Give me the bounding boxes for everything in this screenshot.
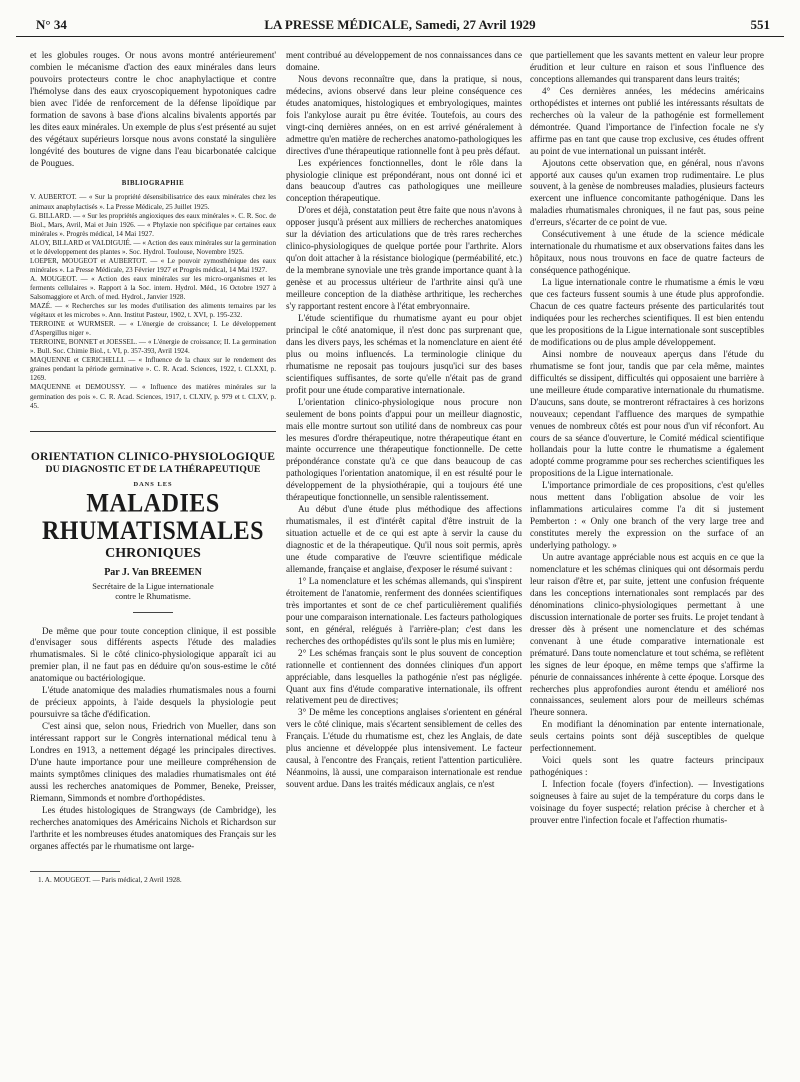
column-2	[286, 50, 522, 791]
section-divider	[30, 431, 276, 432]
paragraph: L'étude scientifique du rhumatisme ayant eu pour objet principal le côté anatomique, il n'est donc pas surprenant que, dans les divers pays, les schémas et la nomenclature en aient été plus ou moins influencés. La terminologie clinique du rhumatisme ne reposait pas toujours jusqu'ici sur des bases scientifiques suffisantes, de sorte qu'elle n'était pas de grand profit pour une étude comparative internationale.	[286, 312, 522, 395]
author-affiliation: Secrétaire de la Ligue internationale	[92, 581, 214, 591]
bibliography-entry: TERROINE, BONNET et JOESSEL. — « L'énergie de croissance; II. La germination ». Bull. Soc. Chimie Biol., t. VI, p. 357-393, Avril 1924.	[30, 338, 276, 356]
article-title-line: ORIENTATION CLINICO-PHYSIOLOGIQUE	[30, 450, 276, 463]
paragraph: que partiellement que les savants mettent en valeur leur propre érudition et leur culture en raison et sous l'influence des conceptions allemandes qui transparent dans leurs traités;	[530, 50, 764, 84]
page-header	[16, 14, 784, 37]
bibliography-entry: ALOY, BILLARD et VALDIGUIÉ. — « Action des eaux minérales sur la germination et le développement des plantes ». Soc. Hydrol. Toulouse, Novembre 1925.	[30, 238, 276, 256]
article-title-line: DU DIAGNOSTIC ET DE LA THÉRAPEUTIQUE	[45, 463, 261, 475]
bibliography-entry: A. MOUGEOT. — « Action des eaux minérales sur les micro-organismes et les ferments cellulaires ». Rapport à la Soc. intern. Hydrol. Méd., 16 Octobre 1927 à Salsomaggiore et Arch. of med. Hydrol., Janvier 1928.	[30, 274, 276, 301]
journal-title: LA PRESSE MÉDICALE, Samedi, 27 Avril 1929	[264, 17, 536, 32]
paragraph: D'ores et déjà, constatation peut être faite que nous n'avons à opposer jusqu'à présent aux milliers de recherches anatomiques sur la déviation des articulations que de très rares recherches clinico-physiologiques de quelque portée pour l'arthrite. Alors qu'on doit attacher à la résistance biologique (perméabilité, etc.) de la membrane synoviale une très grande importance quant à la genèse et au processus ultérieur de l'arthrite ainsi qu'à une meilleure conception de la diathèse arthritique, les recherches s'y rapportant restent encore à l'état embryonnaire.	[286, 205, 522, 312]
bibliography-entry: LOEPER, MOUGEOT et AUBERTOT. — « Le pouvoir zymosthénique des eaux minérales ». La Presse Médicale, 23 Février 1927 et Progrès médical, 14 Mai 1927.	[30, 256, 276, 274]
article-heading	[30, 450, 276, 613]
footnote: 1. A. MOUGEOT. — Paris médical, 2 Avril 1928.	[38, 875, 182, 884]
article-title-line: DANS LES	[133, 480, 173, 488]
heading-divider	[133, 612, 173, 613]
column-3	[530, 50, 764, 827]
issue-number: N° 34	[36, 17, 67, 32]
author-affiliation: contre le Rhumatisme.	[115, 592, 191, 602]
column-1	[30, 50, 276, 885]
page-number: 551	[750, 17, 770, 32]
paragraph: ment contribué au développement de nos connaissances dans ce domaine.	[286, 50, 522, 72]
paragraph: Ainsi nombre de nouveaux aperçus dans l'étude du rhumatisme se font jour, tandis que par cela même, maintes difficultés se dissipent, difficultés qui opposaient une barrière à une meilleure étude comparative internationale du rhumatisme. D'aucuns, sans doute, se montreront réfractaires à ces horizons nouveaux; cependant l'affluence des marques de sympathie venues de nombreux côtés est pour nous d'un vif réconfort. Au cours de sa séance d'ouverture, le Comité médical scientifique hollandais pour la lutte contre le rhumatisme a également adopté comme programme pour ses recherches scientifiques les propositions de la Ligue internationale.	[530, 348, 764, 479]
paragraph: Ajoutons cette observation que, en général, nous n'avons apporté aux causes qu'un examen trop rudimentaire. Le plus souvent, à la genèse de nombreuses maladies, plusieurs facteurs exercent une influence concomitante pathogénique. Dans les maladies rhumatismales chroniques, il ne faut pas, sous peine d'erreurs, s'écarter de ce point de vue.	[530, 157, 764, 228]
bibliography-entry: V. AUBERTOT. — « Sur la propriété désensibilisatrice des eaux minérales chez les animaux anaphylactisés ». La Presse Médicale, 25 Juillet 1925.	[30, 193, 276, 211]
bibliography-entry: MAQUENNE et DEMOUSSY. — « Influence des matières minérales sur la germination des pois ». C. R. Acad. Sciences, 1917, t. CLXIV, p. 979 et t. CLXV, p. 45.	[30, 383, 276, 410]
paragraph: De même que pour toute conception clinique, il est possible d'envisager sous différents aspects l'étude des maladies rhumatismales. Si le côté clinico-physiologique apparaît ici au premier plan, il ne faut pas en déduire qu'on sous-estime le côté anatomique ou bactériologique.	[30, 625, 276, 684]
bibliography-list	[30, 193, 276, 410]
footnote-divider	[30, 871, 120, 872]
bibliography-title: BIBLIOGRAPHIE	[121, 179, 185, 187]
paragraph: La ligue internationale contre le rhumatisme a émis le vœu que ces facteurs fussent soumis à une étude plus approfondie. Chacun de ces quatre facteurs présente des particularités tout indiquées pour les recherches scientifiques. Il est bien entendu que les propositions de la Ligue internationale sont susceptibles de modifications ou de plus ample développement.	[530, 277, 764, 347]
paragraph: L'orientation clinico-physiologique nous procure non seulement de bons points d'appui pour un meilleur diagnostic, mais elle montre surtout son utilité dans de nombreux cas pour les mesures d'ordre thérapeutique, notre thérapeutique étant en mainte occurrence une thérapeutique fonctionnelle. De cette prépondérance constate qu'à ce que dans beaucoup de cas pathologiques l'orientation anatomique, il en est résulté pour le développement de la physiothérapie, qui a toujours été une thérapeutique fonctionnelle, un sensible ralentissement.	[286, 396, 522, 503]
paragraph: L'importance primordiale de ces propositions, c'est qu'elles nous mettent dans l'obligation absolue de voir les inflammations articulaires comme l'a dit si justement Pemberton : « Only one branch of the very large tree and constitutes merely the expression on the surface of an underlying pathology. »	[530, 480, 764, 551]
paragraph: L'étude anatomique des maladies rhumatismales nous a fourni de précieux appoints, à l'aide desquels la physiologie peut poursuivre sa tâche d'édification.	[30, 685, 276, 720]
paragraph: 3° De même les conceptions anglaises s'orientent en général vers le côté clinique, mais s'écartent sensiblement de celles des Français. L'étude du rhumatisme est, chez les Anglais, de date plus ancienne et développée plus intensivement. Le facteur causal, à l'encontre des Français, retient l'attention particulière. Néanmoins, là aussi, une comparaison internationale est rendue souvent ardue. Dans les traités médicaux anglais, ce n'est	[286, 707, 522, 790]
bibliography-entry: MAZÉ. — « Recherches sur les modes d'utilisation des aliments ternaires par les végétaux et les microbes ». Ann. Institut Pasteur, 1902, t. XVI, p. 195-232.	[30, 302, 276, 320]
paragraph: C'est ainsi que, selon nous, Friedrich von Mueller, dans son intéressant rapport sur le Congrès international médical tenu à Londres en 1913, a nettement dégagé les principales directives. D'une haute importance pour une meilleure compréhension de maints symptômes cliniques des maladies rhumatismales ont été aussi les recherches anatomiques de Pommer, Beneke, Preisser, Riemann, Simmonds et nombre d'orthopédistes.	[30, 721, 276, 803]
paragraph: I. Infection focale (foyers d'infection). — Investigations soigneuses à faire au sujet de la température du corps dans le voisinage du foyer suspecté; relation précise à chercher et à prouver entre l'infection focale et l'affection rhumatis-	[530, 779, 764, 825]
bibliography-entry: MAQUENNE et CERICHELLI. — « Influence de la chaux sur le rendement des graines pendant la période germinative ». C. R. Acad. Sciences, 1922, t. CLXXI, p. 1269.	[30, 356, 276, 383]
paragraph: Les expériences fonctionnelles, dont le rôle dans la physiologie clinique est prépondérant, nous ont donné ici et dans beaucoup d'autres cas pathologiques une meilleure conception thérapeutique.	[286, 157, 522, 204]
paragraph: Nous devons reconnaître que, dans la pratique, si nous, médecins, avions observé dans leur pleine conséquence ces études anatomiques, histologiques et embryologiques, maintes fois l'ankylose aurait pu être évitée. Toutefois, au cours des vingt-cinq dernières années, on en est arrivé généralement à admettre qu'en matière de recherches anatomo-pathologiques les directives d'une thérapeutique rationnelle font à peu près défaut.	[286, 73, 522, 156]
paragraph: 2° Les schémas français sont le plus souvent de conception rationnelle et contiennent des données cliniques d'un apport appréciable, dans lesquelles la pathogénie n'est pas négligée. Quant aux fins d'étude comparative internationale, ils offrent relativement peu de directives;	[286, 647, 522, 706]
bibliography-entry: G. BILLARD. — « Sur les propriétés angioxiques des eaux minérales ». C. R. Soc. de Biol., Mars, Avril, Mai et Juin 1926. — « Phylaxie non spécifique par certaines eaux minérales ». Progrès médical, 14 Mai 1927.	[30, 211, 276, 238]
paragraph: 4° Ces dernières années, les médecins américains orthopédistes et internes ont publié les intéressants résultats de recherches où la valeur de la pathogénie est formellement démontrée. Quand l'importance de l'infection focale ne s'y affirme pas en tant que cause trop exclusive, ces études offrent au point de vue international un puissant intérêt.	[530, 85, 764, 156]
paragraph: 1° La nomenclature et les schémas allemands, qui s'inspirent étroitement de l'anatomie, renferment des données scientifiques très importantes et sont de ce chef particulièrement qualifiés pour une comparaison internationale. Les facteurs pathologiques sont, en général, relégués à l'arrière-plan; c'est dans les recherches des orthopédistes qu'ils sont le plus mis en lumière;	[286, 575, 522, 646]
paragraph: Au début d'une étude plus méthodique des affections rhumatismales, il est d'intérêt capital d'être instruit de la situation actuelle et de ce qui est apte à servir la cause du diagnostic et de la thérapeutique. Qu'il nous soit permis, après une étude comparative de l'œuvre scientifique médicale allemande, française et anglaise, d'exposer le résumé suivant :	[286, 504, 522, 574]
paragraph: En modifiant la dénomination par entente internationale, seuls certains points sont déjà susceptibles de quelque perfectionnement.	[530, 719, 764, 754]
article-main-title: MALADIES RHUMATISMALES	[41, 488, 265, 546]
paragraph: Voici quels sont les quatre facteurs principaux pathogéniques :	[530, 755, 764, 778]
article-title-line: CHRONIQUES	[105, 545, 201, 561]
paragraph: Un autre avantage appréciable nous est acquis en ce que la nomenclature et les schémas cliniques qui ont désormais perdu leur raison d'être et, par suite, jettent une confusion fréquente dans les conceptions internationales sont remplacés par des dénominations clinico-physiologiques permettant à une discussion internationale de porter ses fruits. Le projet tendant à dresser dès à présent une nomenclature et des schémas convenant à une étude comparative internationale est prématuré. Dans toute nomenclature et tout schéma, se reflètent les signes de leur époque, en même temps que s'affirme la pénurie de connaissances inhérente à cette époque. Lorsque des recherches plus approfondies auront étendu et amélioré nos connaissances, seulement alors pour de meilleurs schémas l'heure sonnera.	[530, 552, 764, 718]
paragraph: Consécutivement à une étude de la science médicale internationale du rhumatisme et aux observations faites dans les hôpitaux, nous nous trouvons en face de quatre facteurs de conséquence pathogénique.	[530, 229, 764, 276]
paragraph: et les globules rouges. Or nous avons montré antérieurement' combien le mécanisme d'action des eaux minérales dans leurs pouvoirs protecteurs contre le choc anaphylactique et contre l'hémolyse dans des eaux cryoscopiquement hypotoniques cadre bien avec l'idée de renforcement de la défense lipoïdique par formation de savons à base d'ions alcalins bivalents apportés par les dites eaux minérales. Un exemple de plus s'est présenté au sujet des végétaux supérieurs lorsque nous avons constaté la singulière longévité des boutures de vigne dans l'eau bicarbonatée calcique de Pougues.	[30, 50, 276, 168]
article-author: Par J. Van BREEMEN	[104, 566, 202, 578]
paragraph: Les études histologiques de Strangways (de Cambridge), les recherches anatomiques des Américains Nichols et Richardson sur l'arthrite et les nombreuses études anatomiques des Français sur les organes affectés par le rhumatisme ont large-	[30, 804, 276, 851]
bibliography-entry: TERROINE et WURMSER. — « L'énergie de croissance; I. Le développement d'Aspergillus niger ».	[30, 320, 276, 338]
